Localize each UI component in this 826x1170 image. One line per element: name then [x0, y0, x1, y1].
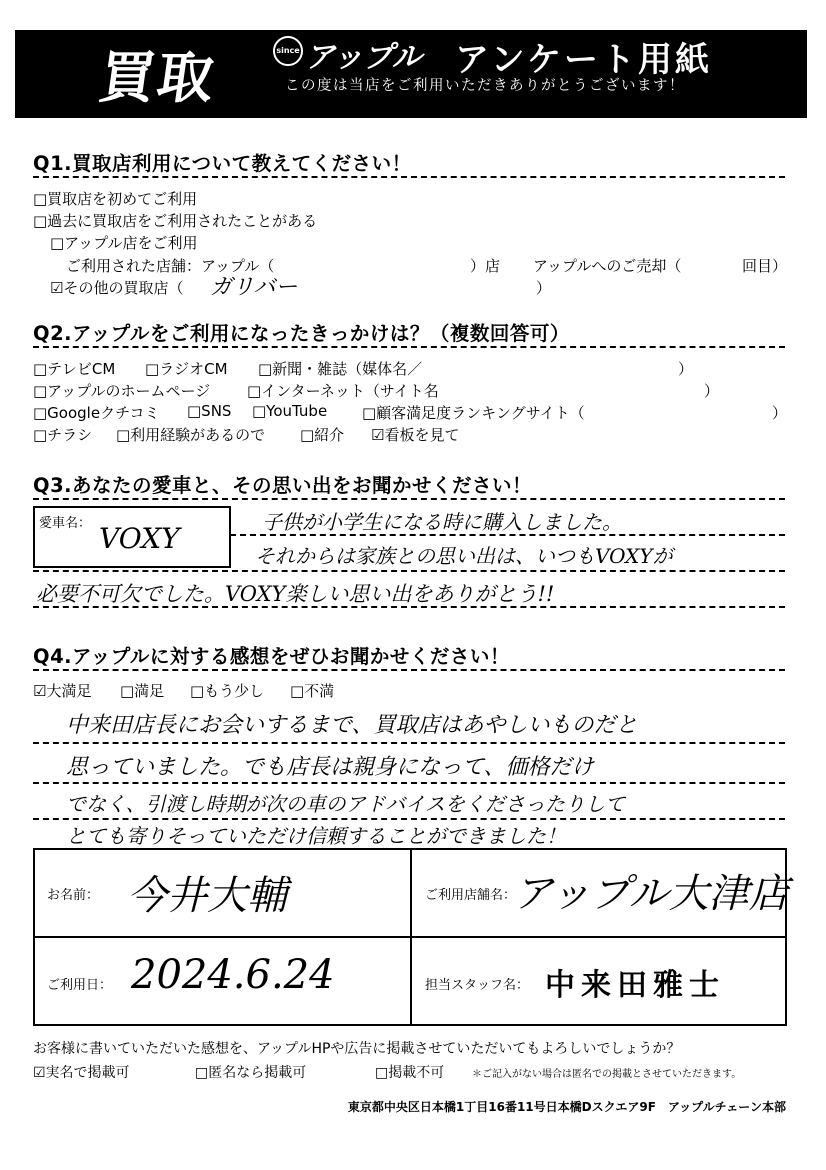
- q2-internet-close: ）: [704, 382, 720, 400]
- q1-option-past[interactable]: □過去に買取店をご利用されたことがある: [33, 212, 318, 230]
- dotted-line: [230, 534, 785, 536]
- q1-other-close: ）: [536, 279, 552, 297]
- dotted-line: [33, 606, 785, 608]
- store-label: ご利用店舗名：: [425, 888, 517, 903]
- q4-very-satisfied[interactable]: ☑大満足: [33, 682, 92, 700]
- car-value: VOXY: [99, 522, 180, 555]
- customer-info-table: [33, 848, 787, 1026]
- q2-google[interactable]: □Googleクチコミ: [33, 404, 160, 422]
- q2-title: Q2.アップルをご利用になったきっかけは？（複数回答可）: [33, 322, 570, 345]
- car-name-box: [33, 506, 231, 568]
- q2-ranking-close: ）: [772, 404, 788, 422]
- date-label: ご利用日：: [47, 978, 113, 993]
- consent-note: ＊ご記入がない場合は匿名での掲載とさせていただきます。: [472, 1069, 742, 1080]
- store-value: アップル大津店: [513, 871, 789, 917]
- q1-count-suffix: 回目）: [742, 257, 788, 275]
- dotted-line: [33, 742, 785, 744]
- kaitori-logo: 買取: [94, 46, 220, 111]
- q4-satisfied[interactable]: □満足: [120, 682, 165, 700]
- car-label: 愛車名：: [39, 516, 92, 531]
- q1-title: Q1.買取店利用について教えてください！: [33, 152, 412, 175]
- consent-real-name[interactable]: ☑実名で掲載可: [33, 1065, 130, 1081]
- q2-experience[interactable]: □利用経験があるので: [116, 426, 266, 444]
- q3-memory-line2: それからは家族との思い出は、いつもVOXYが: [255, 544, 673, 568]
- apple-logo-text: アップル: [305, 40, 422, 75]
- q4-line2: 思っていました。でも店長は親身になって、価格だけ: [66, 755, 594, 780]
- q2-radiocm[interactable]: □ラジオCM: [145, 360, 228, 378]
- staff-value: 中来田雅士: [545, 968, 725, 1003]
- consent-question: お客様に書いていただいた感想を、アップルHPや広告に掲載させていただいてもよろしいでしょうか？: [33, 1041, 681, 1057]
- q2-signboard[interactable]: ☑看板を見て: [371, 426, 460, 444]
- divider: [33, 669, 785, 671]
- dotted-line: [33, 570, 785, 572]
- q4-line4: とても寄りそっていただけ信頼することができました！: [66, 824, 566, 848]
- apple-badge-icon: since: [273, 36, 303, 66]
- q4-more[interactable]: □もう少し: [190, 682, 265, 700]
- name-label: お名前：: [47, 888, 100, 903]
- q2-newspaper-close: ）: [678, 360, 694, 378]
- q2-youtube[interactable]: □YouTube: [252, 402, 328, 420]
- q2-homepage[interactable]: □アップルのホームページ: [33, 382, 211, 400]
- dotted-line: [33, 782, 785, 784]
- divider: [33, 498, 785, 500]
- q1-option-first[interactable]: □買取店を初めてご利用: [33, 190, 198, 208]
- header-subtitle: この度は当店をご利用いただきありがとうございます！: [285, 78, 685, 94]
- q2-newspaper[interactable]: □新聞・雑誌（媒体名／: [258, 360, 423, 378]
- q2-ranking[interactable]: □顧客満足度ランキングサイト（: [362, 404, 585, 422]
- table-divider: [410, 850, 412, 1024]
- header-banner: [15, 30, 807, 118]
- staff-label: 担当スタッフ名：: [425, 978, 530, 993]
- q1-option-apple[interactable]: □アップル店をご利用: [50, 234, 198, 252]
- q3-memory-line1: 子供が小学生になる時に購入しました。: [262, 510, 622, 534]
- q2-internet[interactable]: □インターネット（サイト名: [247, 382, 439, 400]
- q4-title: Q4.アップルに対する感想をぜひお聞かせください！: [33, 645, 510, 668]
- consent-no[interactable]: □掲載不可: [375, 1065, 445, 1081]
- divider: [33, 346, 785, 348]
- q2-referral[interactable]: □紹介: [300, 426, 345, 444]
- q1-store-suffix: ）店: [470, 257, 501, 275]
- q1-store-label: ご利用された店舗：アップル（: [66, 257, 275, 275]
- q4-line3: でなく、引渡し時期が次の車のアドバイスをくださったりして: [66, 792, 625, 816]
- date-value: 2024.6.24: [131, 952, 335, 998]
- consent-anonymous[interactable]: □匿名なら掲載可: [195, 1065, 307, 1081]
- q2-sns[interactable]: □SNS: [187, 402, 232, 420]
- q2-flyer[interactable]: □チラシ: [33, 426, 93, 444]
- q4-line1: 中来田店長にお会いするまで、買取店はあやしいものだと: [66, 713, 638, 738]
- divider: [33, 176, 785, 178]
- name-value: 今井大輔: [127, 873, 287, 919]
- q4-unsatisfied[interactable]: □不満: [290, 682, 335, 700]
- q1-other-value: ガリバー: [210, 275, 298, 300]
- q1-count-label: アップルへのご売却（: [533, 257, 682, 275]
- q3-memory-line3: 必要不可欠でした。VOXY楽しい思い出をありがとう!!: [36, 582, 555, 606]
- form-title: アンケート用紙: [455, 40, 712, 80]
- footer-address: 東京都中央区日本橋1丁目16番11号日本橋Dスクエア9F アップルチェーン本部: [347, 1100, 786, 1114]
- q2-tvcm[interactable]: □テレビCM: [33, 360, 116, 378]
- q1-option-other[interactable]: ☑その他の買取店（: [50, 279, 184, 297]
- q3-title: Q3.あなたの愛車と、その思い出をお聞かせください！: [33, 474, 533, 497]
